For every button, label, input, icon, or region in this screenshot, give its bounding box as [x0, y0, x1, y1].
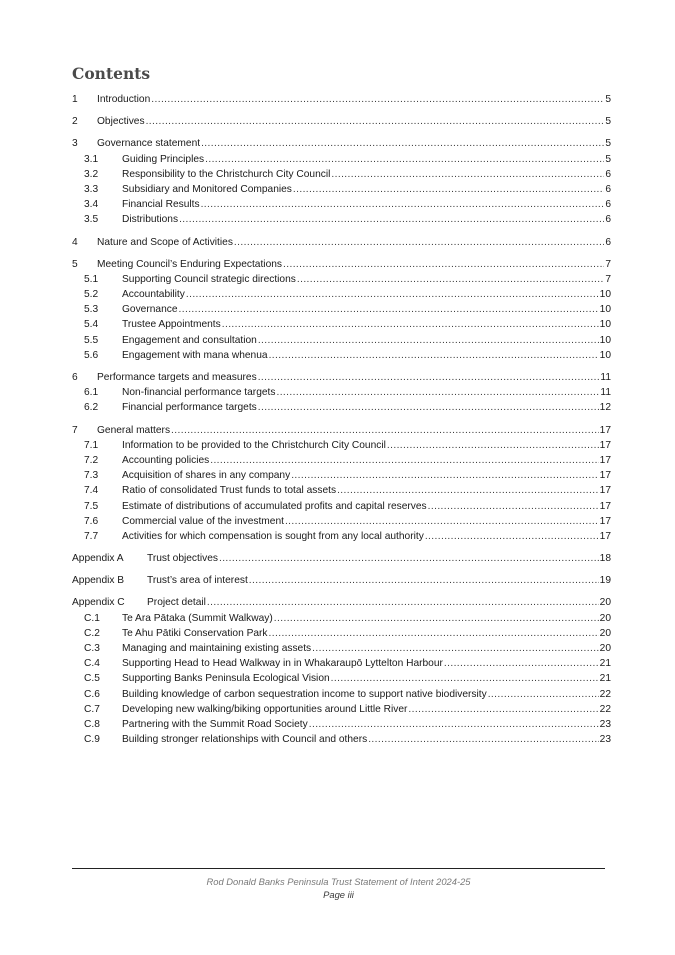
toc-entry-number: C.3 [84, 643, 100, 654]
toc-entry-page: 17 [599, 454, 611, 466]
toc-entry-number: C.6 [84, 688, 100, 700]
toc-entry[interactable] [72, 257, 611, 272]
toc-entry-page: 6 [605, 214, 611, 226]
toc-entry[interactable] [72, 671, 611, 686]
toc-entry-number: 7.3 [84, 470, 99, 482]
toc-entry[interactable] [72, 370, 611, 385]
toc-entry-page: 22 [599, 688, 611, 700]
toc-dot-leader [234, 235, 604, 250]
toc-dot-leader [222, 317, 599, 332]
toc-entry-number: 7.2 [84, 454, 99, 466]
toc-entry-label: Governance [122, 304, 178, 316]
toc-entry-number: 3.4 [84, 199, 99, 211]
toc-entry-label: Guiding Principles [122, 153, 205, 165]
toc-entry[interactable] [72, 687, 611, 702]
toc-entry[interactable] [72, 514, 611, 529]
toc-dot-leader [258, 370, 600, 385]
toc-entry-page: 12 [599, 402, 611, 414]
toc-entry[interactable] [72, 717, 611, 732]
toc-entry-page: 17 [599, 470, 611, 482]
toc-entry[interactable] [72, 573, 611, 588]
toc-entry-label: Distributions [122, 214, 179, 226]
toc-entry-number: 6.1 [84, 387, 99, 399]
toc-dot-leader [179, 212, 604, 227]
toc-entry-number: C.8 [84, 718, 100, 730]
toc-dot-leader [258, 333, 599, 348]
toc-entry-label: Project detail [147, 597, 206, 609]
toc-entry-number: 7.7 [84, 530, 99, 542]
toc-dot-leader [207, 595, 599, 610]
toc-dot-leader [201, 197, 605, 212]
toc-entry-page: 6 [605, 236, 611, 248]
toc-entry-page: 21 [599, 673, 611, 685]
toc-entry-label: Managing and maintaining existing assets [122, 643, 312, 654]
toc-entry-page: 11 [600, 387, 611, 399]
toc-entry-label: Subsidiary and Monitored Companies [122, 183, 292, 195]
toc-dot-leader [186, 287, 599, 302]
toc-entry-page: 23 [599, 734, 611, 746]
toc-dot-leader [297, 272, 604, 287]
toc-dot-leader [408, 702, 598, 717]
toc-entry-number: 5.5 [84, 334, 99, 346]
toc-entry-number: C.7 [84, 703, 100, 715]
toc-entry-label: General matters [97, 424, 171, 436]
toc-dot-leader [425, 529, 599, 544]
toc-dot-leader [312, 641, 599, 656]
footer-divider [72, 868, 605, 869]
toc-entry-label: Te Ahu Pātiki Conservation Park [122, 627, 268, 639]
toc-entry-number: C.2 [84, 627, 100, 639]
toc-entry-number: 7 [72, 424, 78, 436]
toc-entry-page: 5 [605, 116, 611, 128]
toc-entry-label: Trust’s area of interest [147, 575, 248, 587]
toc-entry[interactable] [72, 453, 611, 468]
toc-entry-page: 20 [599, 597, 611, 609]
toc-entry-page: 10 [599, 334, 611, 346]
toc-dot-leader [258, 400, 599, 415]
toc-entry[interactable] [72, 595, 611, 610]
toc-entry-page: 19 [599, 575, 611, 587]
footer-page-number: Page iii [323, 889, 354, 900]
toc-entry-label: Performance targets and measures [97, 372, 257, 383]
toc-entry[interactable] [72, 333, 611, 348]
toc-entry-number: Appendix C [72, 597, 125, 609]
toc-entry-page: 17 [599, 530, 611, 542]
toc-dot-leader [291, 468, 598, 483]
toc-entry-label: Financial Results [122, 199, 200, 211]
toc-entry-page: 10 [599, 319, 611, 331]
toc-entry[interactable] [72, 656, 611, 671]
toc-entry[interactable] [72, 287, 611, 302]
toc-entry-label: Activities for which compensation is sought from any local authority [122, 530, 424, 542]
toc-entry-number: 5.2 [84, 289, 99, 301]
toc-entry[interactable] [72, 385, 611, 400]
toc-dot-leader [309, 717, 599, 732]
toc-entry-label: Objectives [97, 116, 145, 128]
toc-dot-leader [146, 114, 605, 129]
toc-dot-leader [269, 626, 599, 641]
toc-entry-number: 3.3 [84, 183, 99, 195]
toc-entry[interactable] [72, 400, 611, 415]
toc-entry[interactable] [72, 423, 611, 438]
toc-entry-page: 20 [599, 627, 611, 639]
toc-entry-number: 6 [72, 372, 78, 383]
toc-entry-number: 7.5 [84, 500, 99, 512]
toc-entry-number: 5.1 [84, 273, 99, 285]
toc-dot-leader [171, 423, 599, 438]
toc-entry-page: 21 [599, 658, 611, 670]
toc-dot-leader [269, 348, 599, 363]
toc-entry-label: Accounting policies [122, 454, 210, 466]
toc-entry-label: Developing new walking/biking opportunities around Little River [122, 703, 408, 715]
toc-entry-label: Acquisition of shares in any company [122, 470, 291, 482]
toc-entry-label: Financial performance targets [122, 402, 257, 414]
toc-entry-page: 6 [605, 199, 611, 211]
toc-dot-leader [151, 92, 604, 107]
toc-entry-number: C.1 [84, 612, 100, 624]
toc-entry[interactable] [72, 626, 611, 641]
toc-entry-page: 17 [599, 515, 611, 527]
toc-entry-label: Engagement with mana whenua [122, 349, 268, 361]
toc-entry-page: 23 [599, 718, 611, 730]
toc-entry-label: Ratio of consolidated Trust funds to total assets [122, 485, 337, 497]
toc-dot-leader [293, 182, 604, 197]
toc-entry[interactable] [72, 182, 611, 197]
toc-entry-page: 10 [599, 304, 611, 316]
toc-entry-number: 7.6 [84, 515, 99, 527]
toc-entry[interactable] [72, 611, 611, 626]
toc-dot-leader [368, 732, 598, 747]
toc-entry-number: 6.2 [84, 402, 99, 414]
toc-entry-label: Supporting Banks Peninsula Ecological Vision [122, 673, 330, 685]
toc-entry-page: 6 [605, 183, 611, 195]
toc-entry[interactable] [72, 212, 611, 227]
toc-entry-page: 10 [599, 289, 611, 301]
toc-entry-label: Partnering with the Summit Road Society [122, 718, 308, 730]
toc-entry[interactable] [72, 317, 611, 332]
toc-entry[interactable] [72, 302, 611, 317]
toc-dot-leader [337, 483, 599, 498]
toc-entry-page: 10 [599, 349, 611, 361]
toc-entry-page: 6 [605, 168, 611, 180]
toc-entry-label: Trustee Appointments [122, 319, 221, 331]
toc-entry[interactable] [72, 136, 611, 151]
toc-entry-label: Introduction [97, 94, 151, 105]
toc-dot-leader [428, 499, 599, 514]
toc-entry-label: Nature and Scope of Activities [97, 236, 233, 248]
table-of-contents [72, 92, 611, 747]
toc-dot-leader [331, 167, 604, 182]
toc-entry-label: Trust objectives [147, 553, 218, 565]
footer-document-title: Rod Donald Banks Peninsula Trust Statement of Intent 2024-25 [206, 876, 471, 887]
toc-entry-label: Supporting Council strategic directions [122, 273, 296, 285]
toc-entry[interactable] [72, 272, 611, 287]
toc-entry[interactable] [72, 114, 611, 129]
toc-entry[interactable] [72, 499, 611, 514]
toc-entry[interactable] [72, 92, 611, 107]
toc-entry[interactable] [72, 438, 611, 453]
toc-entry-label: Accountability [122, 289, 185, 301]
toc-entry[interactable] [72, 732, 611, 747]
toc-entry-page: 20 [599, 612, 611, 624]
toc-dot-leader [249, 573, 599, 588]
toc-entry[interactable] [72, 152, 611, 167]
toc-entry-label: Building knowledge of carbon sequestration income to support native biodiversity [122, 688, 487, 700]
toc-entry-number: Appendix B [72, 575, 125, 587]
toc-entry[interactable] [72, 167, 611, 182]
toc-entry-number: 5 [72, 258, 78, 270]
toc-entry-label: Supporting Head to Head Walkway in in Whakaraupō Lyttelton Harbour [122, 658, 443, 670]
toc-entry-number: 5.4 [84, 319, 99, 331]
toc-entry-page: 5 [605, 153, 611, 165]
toc-entry-label: Non-financial performance targets [122, 387, 276, 399]
toc-entry-page: 17 [599, 500, 611, 512]
toc-entry-label: Te Ara Pātaka (Summit Walkway) [122, 612, 273, 624]
toc-entry-number: C.5 [84, 673, 100, 685]
toc-entry[interactable] [72, 468, 611, 483]
toc-dot-leader [179, 302, 599, 317]
toc-entry-page: 7 [605, 273, 611, 285]
toc-entry[interactable] [72, 348, 611, 363]
toc-entry-page: 17 [599, 485, 611, 497]
toc-dot-leader [387, 438, 599, 453]
toc-entry[interactable] [72, 641, 611, 656]
toc-dot-leader [219, 551, 599, 566]
toc-entry-page: 5 [605, 94, 611, 105]
toc-entry-page: 18 [599, 553, 611, 565]
toc-entry-number: 3.2 [84, 168, 99, 180]
toc-dot-leader [331, 671, 599, 686]
toc-entry-label: Building stronger relationships with Council and others [122, 734, 368, 746]
toc-entry-number: 7.1 [84, 439, 99, 451]
toc-dot-leader [276, 385, 599, 400]
toc-entry-number: 7.4 [84, 485, 99, 497]
toc-entry-number: Appendix A [72, 553, 124, 565]
toc-entry-label: Information to be provided to the Christchurch City Council [122, 439, 386, 451]
toc-entry-label: Responsibility to the Christchurch City Council [122, 168, 331, 180]
toc-entry[interactable] [72, 483, 611, 498]
toc-entry[interactable] [72, 235, 611, 250]
toc-entry-label: Commercial value of the investment [122, 515, 284, 527]
toc-entry-page: 5 [605, 138, 611, 150]
toc-entry-number: 1 [72, 94, 78, 105]
toc-entry-page: 7 [605, 258, 611, 270]
toc-dot-leader [283, 257, 604, 272]
toc-entry-number: 3.5 [84, 214, 99, 226]
toc-entry-number: C.4 [84, 658, 100, 670]
toc-dot-leader [274, 611, 599, 626]
toc-entry-label: Meeting Council’s Enduring Expectations [97, 258, 282, 270]
toc-entry-page: 11 [600, 372, 611, 383]
toc-entry-number: 5.6 [84, 349, 99, 361]
toc-entry-number: 5.3 [84, 304, 99, 316]
toc-dot-leader [444, 656, 599, 671]
toc-entry-label: Governance statement [97, 138, 201, 150]
page-title: Contents [72, 64, 151, 83]
toc-entry-number: 2 [72, 116, 78, 128]
toc-entry-number: C.9 [84, 734, 100, 746]
toc-entry-page: 22 [599, 703, 611, 715]
toc-dot-leader [488, 687, 599, 702]
toc-entry-number: 4 [72, 236, 78, 248]
toc-entry[interactable] [72, 702, 611, 717]
toc-entry-number: 3.1 [84, 153, 99, 165]
toc-entry-page: 20 [599, 643, 611, 654]
toc-entry-number: 3 [72, 138, 78, 150]
toc-entry-label: Engagement and consultation [122, 334, 257, 346]
toc-entry-page: 17 [599, 439, 611, 451]
toc-entry-label: Estimate of distributions of accumulated profits and capital reserves [122, 500, 427, 512]
toc-entry[interactable] [72, 529, 611, 544]
toc-entry-page: 17 [599, 424, 611, 436]
toc-dot-leader [205, 152, 604, 167]
toc-dot-leader [201, 136, 604, 151]
toc-dot-leader [210, 453, 598, 468]
toc-dot-leader [285, 514, 599, 529]
toc-entry[interactable] [72, 551, 611, 566]
toc-entry[interactable] [72, 197, 611, 212]
